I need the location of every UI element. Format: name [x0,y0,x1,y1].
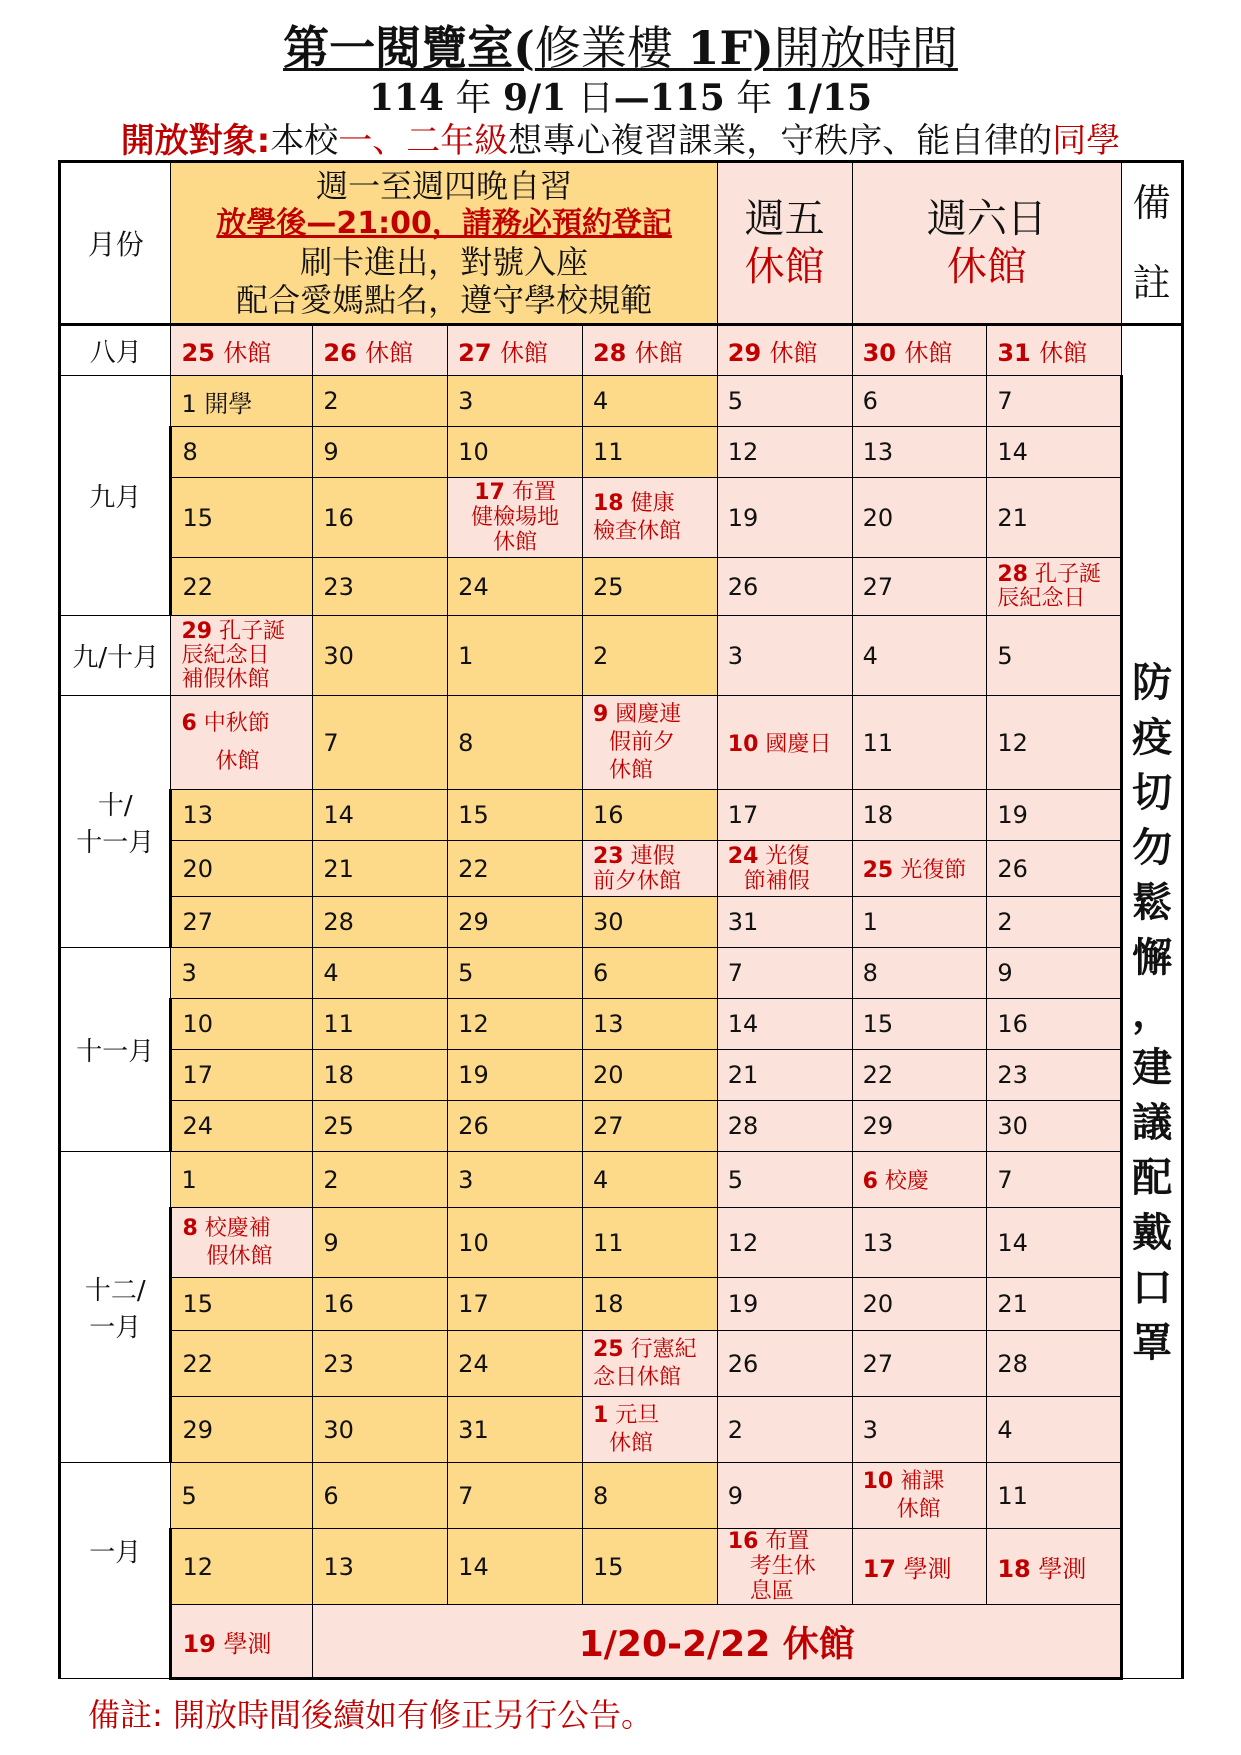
day-cell: 19 學測 [171,1605,313,1679]
day-cell: 16 [987,999,1122,1050]
day-cell: 29 休館 [717,325,852,376]
header-month: 月份 [60,162,171,325]
day-cell: 13 [313,1529,448,1605]
day-cell: 4 [852,616,987,696]
day-cell: 17 學測 [852,1529,987,1605]
side-note-char: 配 [1132,1155,1173,1201]
friday-closed: 休館 [744,244,825,290]
day-cell: 23 [987,1050,1122,1101]
day-cell: 7 [987,1152,1122,1208]
day-cell: 18 學測 [987,1529,1122,1605]
day-cell: 11 [582,427,717,478]
month-sep: 九月 [60,376,171,616]
day-cell: 8 [448,696,583,790]
day-cell: 14 [448,1529,583,1605]
header-friday [717,162,852,325]
day-cell: 27 [582,1101,717,1152]
day-cell: 13 [852,1208,987,1278]
header-row [60,162,1183,325]
day-cell: 16 [582,790,717,841]
day-cell: 6 中秋節 休館 [171,696,313,790]
day-cell: 21 [717,1050,852,1101]
weekend-label: 週六日 [926,196,1047,242]
day-cell: 19 [987,790,1122,841]
day-cell: 3 [171,948,313,999]
day-cell: 31 [448,1397,583,1463]
day-cell: 9 [313,427,448,478]
day-cell: 9 [987,948,1122,999]
day-cell: 18 [313,1050,448,1101]
table-row [60,1529,1183,1605]
day-cell: 30 [582,897,717,948]
table-row [60,897,1183,948]
day-cell: 10 國慶日 [717,696,852,790]
day-cell: 28 [717,1101,852,1152]
footer-note: 備註: 開放時間後續如有修正另行公告。 [88,1696,653,1734]
day-cell: 8 [171,427,313,478]
winter-closure: 1/20-2/22 休館 [313,1605,1122,1679]
day-cell: 1 開學 [171,376,313,427]
day-cell: 13 [171,790,313,841]
day-cell: 10 [448,427,583,478]
day-cell: 30 休館 [852,325,987,376]
side-note-char: 鬆 [1132,880,1173,926]
day-cell: 26 [717,558,852,616]
day-cell: 14 [717,999,852,1050]
day-cell: 12 [987,696,1122,790]
day-cell: 11 [987,1463,1122,1529]
day-cell: 14 [313,790,448,841]
day-cell: 31 休館 [987,325,1122,376]
side-note [1122,325,1183,1679]
day-cell: 26 [448,1101,583,1152]
table-row [60,1397,1183,1463]
day-cell: 24 [171,1101,313,1152]
audience-line: 開放對象:本校一、二年級想專心複習課業，守秩序、能自律的同學 [120,121,1121,161]
header-note [1122,162,1183,325]
day-cell: 3 [448,376,583,427]
day-cell: 23 [313,1331,448,1397]
note-char-1: 備 [1132,181,1171,225]
month-label-a: 十/ [97,790,133,821]
day-cell: 4 [313,948,448,999]
day-cell: 28 [313,897,448,948]
day-cell: 6 [313,1463,448,1529]
table-row [60,376,1183,427]
day-cell: 7 [313,696,448,790]
day-cell: 29 孔子誕 辰紀念日 補假休館 [171,616,313,696]
table-row [60,325,1183,376]
day-cell: 30 [987,1101,1122,1152]
day-cell: 18 [582,1278,717,1331]
day-cell: 20 [852,1278,987,1331]
day-cell: 7 [448,1463,583,1529]
table-row [60,1152,1183,1208]
table-row [60,841,1183,897]
day-cell: 30 [313,616,448,696]
friday-label: 週五 [744,196,825,242]
day-cell: 2 [582,616,717,696]
day-cell: 14 [987,427,1122,478]
day-cell: 23 連假 前夕休館 [582,841,717,897]
table-row [60,558,1183,616]
weekday-rule-1: 刷卡進出，對號入座 [300,243,589,281]
day-cell: 10 [171,999,313,1050]
day-cell: 11 [313,999,448,1050]
day-cell: 6 [852,376,987,427]
day-cell: 9 [717,1463,852,1529]
day-cell: 31 [717,897,852,948]
day-cell: 11 [852,696,987,790]
day-cell: 17 [448,1278,583,1331]
day-cell: 26 [987,841,1122,897]
day-cell: 22 [448,841,583,897]
month-aug: 八月 [60,325,171,376]
day-cell: 28 [987,1331,1122,1397]
month-jan: 一月 [60,1463,171,1679]
day-cell: 4 [582,376,717,427]
day-cell: 25 休館 [171,325,313,376]
day-cell: 8 [852,948,987,999]
day-cell: 5 [717,1152,852,1208]
day-cell: 3 [852,1397,987,1463]
day-cell: 27 [852,558,987,616]
weekday-rule-2: 配合愛媽點名，遵守學校規範 [236,281,653,319]
day-cell: 27 休館 [448,325,583,376]
side-note-char: 口 [1132,1265,1173,1311]
page-title: 第一閱覽室(修業樓 1F)開放時間 [283,21,958,75]
table-row [60,696,1183,790]
day-cell: 19 [717,478,852,558]
day-cell: 21 [313,841,448,897]
day-cell: 5 [987,616,1122,696]
day-cell: 3 [448,1152,583,1208]
day-cell: 5 [171,1463,313,1529]
table-row [60,790,1183,841]
day-cell: 16 布置 考生休 息區 [717,1529,852,1605]
day-cell: 12 [448,999,583,1050]
day-cell: 17 [717,790,852,841]
day-cell: 12 [717,427,852,478]
day-cell: 11 [582,1208,717,1278]
month-label-a: 十二/ [84,1276,146,1306]
day-cell: 27 [171,897,313,948]
day-cell: 29 [171,1397,313,1463]
day-cell: 17 布置 健檢場地 休館 [448,478,583,558]
day-cell: 7 [987,376,1122,427]
day-cell: 14 [987,1208,1122,1278]
day-cell: 10 補課 休館 [852,1463,987,1529]
day-cell: 28 休館 [582,325,717,376]
day-cell: 25 [313,1101,448,1152]
weekend-closed: 休館 [946,244,1027,290]
day-cell: 15 [852,999,987,1050]
day-cell: 1 元旦 休館 [582,1397,717,1463]
month-nov: 十一月 [60,948,171,1152]
table-row [60,1278,1183,1331]
weekday-hours: 放學後—21:00，請務必預約登記 [216,206,672,241]
side-note-char: 勿 [1132,825,1173,871]
day-cell: 6 校慶 [852,1152,987,1208]
side-note-char: 懈 [1132,935,1173,981]
table-row [60,1463,1183,1529]
day-cell: 25 行憲紀 念日休館 [582,1331,717,1397]
side-note-char: 建 [1132,1045,1173,1091]
day-cell: 1 [852,897,987,948]
day-cell: 9 [313,1208,448,1278]
day-cell: 16 [313,478,448,558]
day-cell: 19 [448,1050,583,1101]
day-cell: 18 健康 檢查休館 [582,478,717,558]
day-cell: 24 [448,1331,583,1397]
day-cell: 27 [852,1331,987,1397]
day-cell: 13 [582,999,717,1050]
day-cell: 23 [313,558,448,616]
side-note-char: 戴 [1132,1210,1173,1256]
day-cell: 20 [582,1050,717,1101]
day-cell: 10 [448,1208,583,1278]
day-cell: 7 [717,948,852,999]
day-cell: 21 [987,478,1122,558]
day-cell: 1 [448,616,583,696]
day-cell: 13 [852,427,987,478]
day-cell: 15 [171,1278,313,1331]
side-note-char: 防 [1132,660,1173,706]
header-weekend [852,162,1122,325]
day-cell: 2 [987,897,1122,948]
table-row [60,1101,1183,1152]
header-weekday [171,162,717,325]
table-row [60,1050,1183,1101]
day-cell: 24 光復 節補假 [717,841,852,897]
day-cell: 2 [313,376,448,427]
day-cell: 17 [171,1050,313,1101]
day-cell: 26 休館 [313,325,448,376]
table-row [60,948,1183,999]
month-dec-jan [60,1152,171,1463]
day-cell: 19 [717,1278,852,1331]
day-cell: 24 [448,558,583,616]
table-row [60,1208,1183,1278]
day-cell: 18 [852,790,987,841]
table-row [60,1605,1183,1679]
table-row [60,616,1183,696]
day-cell: 8 [582,1463,717,1529]
month-label-b: 一月 [89,1313,142,1343]
day-cell: 29 [852,1101,987,1152]
side-note-char: 罩 [1132,1320,1173,1366]
day-cell: 8 校慶補 假休館 [171,1208,313,1278]
day-cell: 4 [582,1152,717,1208]
note-char-2: 註 [1132,261,1171,305]
table-row [60,427,1183,478]
table-row [60,1331,1183,1397]
day-cell: 12 [171,1529,313,1605]
day-cell: 29 [448,897,583,948]
day-cell: 4 [987,1397,1122,1463]
day-cell: 2 [313,1152,448,1208]
schedule-table [58,160,1184,1680]
table-row [60,999,1183,1050]
day-cell: 12 [717,1208,852,1278]
day-cell: 20 [852,478,987,558]
day-cell: 21 [987,1278,1122,1331]
day-cell: 6 [582,948,717,999]
day-cell: 5 [717,376,852,427]
day-cell: 22 [171,558,313,616]
day-cell: 26 [717,1331,852,1397]
day-cell: 25 [582,558,717,616]
day-cell: 5 [448,948,583,999]
month-sep-oct: 九/十月 [60,616,171,696]
day-cell: 30 [313,1397,448,1463]
table-row [60,478,1183,558]
day-cell: 22 [171,1331,313,1397]
weekday-title: 週一至週四晚自習 [316,167,573,205]
day-cell: 20 [171,841,313,897]
day-cell: 15 [582,1529,717,1605]
side-note-text [1132,326,1172,1371]
day-cell: 22 [852,1050,987,1101]
day-cell: 9 國慶連 假前夕 休館 [582,696,717,790]
day-cell: 16 [313,1278,448,1331]
day-cell: 2 [717,1397,852,1463]
day-cell: 15 [171,478,313,558]
day-cell: 3 [717,616,852,696]
day-cell: 28 孔子誕 辰紀念日 [987,558,1122,616]
day-cell: 15 [448,790,583,841]
side-note-char: 議 [1132,1100,1173,1146]
side-note-char: ， [1132,990,1173,1036]
day-cell: 1 [171,1152,313,1208]
month-label-b: 十一月 [76,827,155,858]
side-note-char: 切 [1132,770,1173,816]
date-range: 114 年 9/1 日—115 年 1/15 [368,77,873,119]
month-oct-nov [60,696,171,948]
side-note-char: 疫 [1132,715,1173,761]
day-cell: 25 光復節 [852,841,987,897]
